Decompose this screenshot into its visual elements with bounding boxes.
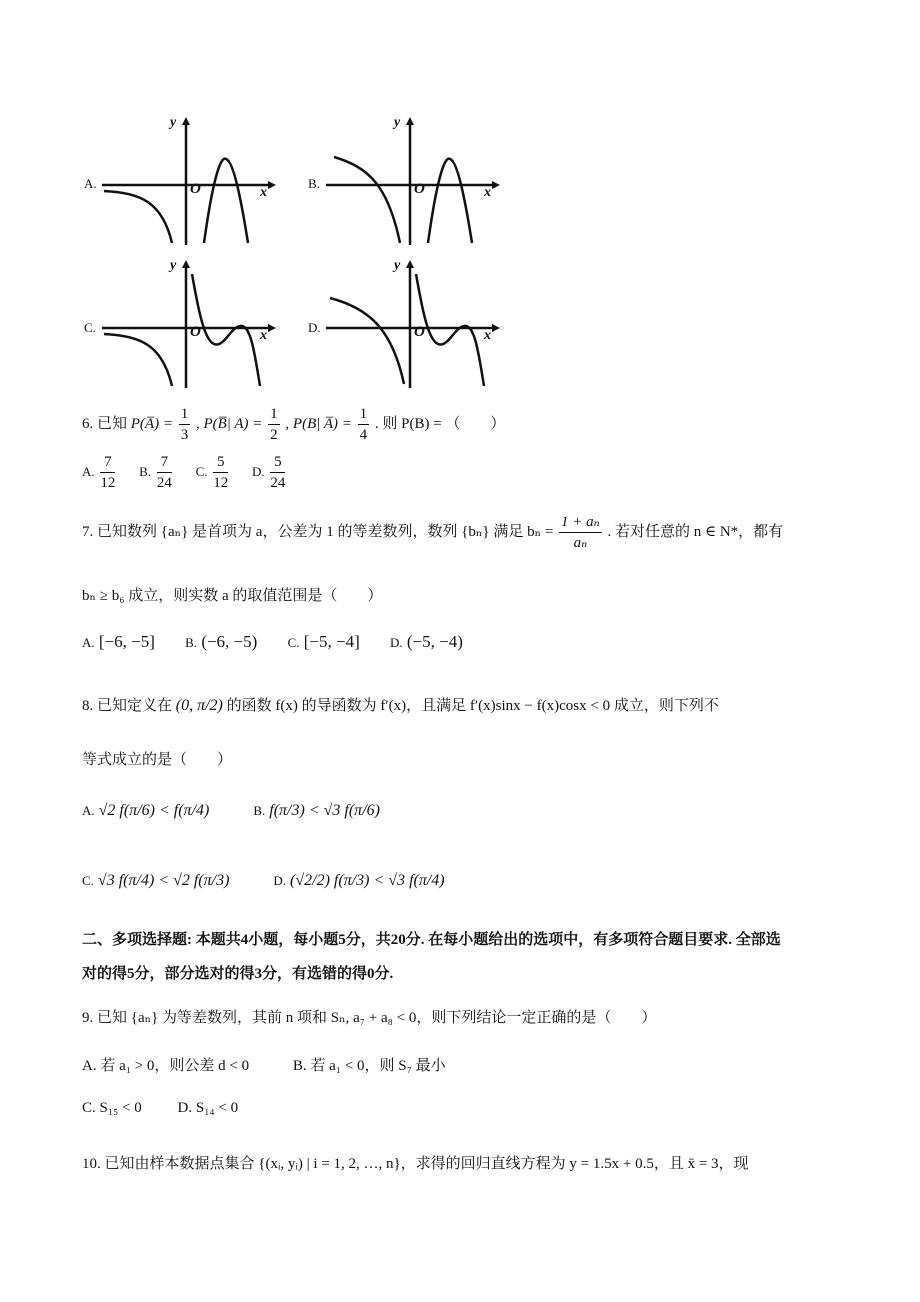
question-6-options: [82, 452, 287, 493]
axis-y-label: y: [394, 115, 401, 130]
question-9: 9. 已知 {aₙ} 为等差数列，其前 n 项和 Sₙ, a₇ + a₈ < 0，则下列结论一定正确的是（ ）: [82, 1010, 657, 1026]
option-a[interactable]: A. [−6, −5]: [82, 632, 155, 651]
question-10: 10. 已知由样本数据点集合 {(xᵢ, yᵢ) | i = 1, 2, …, n}，求得的回归直线方程为 y = 1.5x + 0.5，且 x̄ = 3，现: [82, 1156, 749, 1172]
axis-y-label: y: [170, 258, 177, 273]
fraction: $\frac{1}{3}$: [180, 406, 189, 443]
axis-y-label: y: [394, 258, 401, 273]
origin-label: O: [414, 324, 425, 340]
option-d[interactable]: D. S₁₄ < 0: [177, 1100, 239, 1116]
origin-label: O: [190, 324, 201, 340]
question-9-options-cd: [82, 1100, 238, 1117]
option-a-label: A.: [84, 176, 97, 191]
graph-option-a: [100, 115, 280, 250]
question-7: 7. 已知数列 {aₙ} 是首项为 a，公差为 1 的等差数列，数列 {bₙ} 满足 bₙ = $\frac{\text{1 + aₙ}}{\text{aₙ}}$ . 若对任意的 n ∈ N*，都有: [82, 514, 784, 551]
option-c[interactable]: C. $\frac{5}{12}$: [195, 454, 229, 491]
axis-x-label: x: [260, 328, 267, 343]
fraction: $\frac{1}{4}$: [359, 406, 368, 443]
option-c[interactable]: C. √3 f(π/4) < √2 f(π/3): [82, 872, 230, 889]
axis-y-label: y: [170, 115, 177, 130]
graph-option-b: [324, 115, 504, 250]
question-7-line2: bₙ ≥ b₆ 成立，则实数 a 的取值范围是（ ）: [82, 588, 383, 604]
question-7-options: [82, 632, 463, 652]
question-9-options-ab: [82, 1054, 446, 1075]
origin-label: O: [190, 181, 201, 197]
option-b[interactable]: B. (−6, −5): [185, 632, 258, 651]
option-c[interactable]: C. S₁₅ < 0: [82, 1100, 142, 1116]
option-a[interactable]: A. 若 a₁ > 0，则公差 d < 0: [82, 1058, 250, 1074]
fraction: $\frac{1}{2}$: [270, 406, 278, 443]
option-c-label: C.: [84, 320, 96, 335]
option-c[interactable]: C. [−5, −4]: [287, 632, 360, 651]
option-d[interactable]: D. $\frac{5}{24}$: [251, 454, 286, 491]
option-d[interactable]: D. (−5, −4): [389, 632, 463, 651]
axis-x-label: x: [484, 328, 491, 343]
option-d[interactable]: D. (√2/2) f(π/3) < √3 f(π/4): [273, 872, 445, 889]
axis-x-label: x: [484, 185, 491, 200]
axis-x-label: x: [260, 185, 267, 200]
question-8: 8. 已知定义在 (0, π/2) 的函数 f(x) 的导函数为 f′(x)，且满足 f′(x)sinx − f(x)cosx < 0 成立，则下列不: [82, 697, 719, 714]
option-a[interactable]: A. $\frac{7}{12}$: [82, 454, 116, 491]
option-a[interactable]: A. √2 f(π/6) < f(π/4): [82, 802, 210, 819]
option-b-label: B.: [308, 176, 320, 191]
fraction: $\frac{\text{1 + aₙ}}{\text{aₙ}}$: [561, 514, 600, 551]
option-b[interactable]: B. f(π/3) < √3 f(π/6): [253, 802, 380, 819]
section-2-heading: 二、多项选择题: 本题共4小题，每小题5分，共20分. 在每小题给出的选项中，有多项符合题目要求. 全部选: [82, 932, 781, 948]
origin-label: O: [414, 181, 425, 197]
option-d-label: D.: [308, 320, 321, 335]
option-b[interactable]: B. 若 a₁ < 0，则 S₇ 最小: [292, 1058, 446, 1074]
question-8-options-ab: [82, 802, 380, 820]
question-8-line2: 等式成立的是（ ）: [82, 752, 233, 768]
graph-option-d: [324, 258, 504, 393]
question-8-options-cd: [82, 872, 445, 890]
section-2-heading-line2: 对的得5分，部分选对的得3分，有选错的得0分.: [82, 966, 394, 982]
option-b[interactable]: B. $\frac{7}{24}$: [139, 454, 172, 491]
graph-option-c: [100, 258, 280, 393]
question-6: 6. 已知 P(A̅) = $\frac{1}{3}$ , P(B̅| A) = $\frac{1}{2}$ , P(B| A̅) = $\frac{1}{4}$ . 则 P(B) = （ ）: [82, 406, 506, 443]
